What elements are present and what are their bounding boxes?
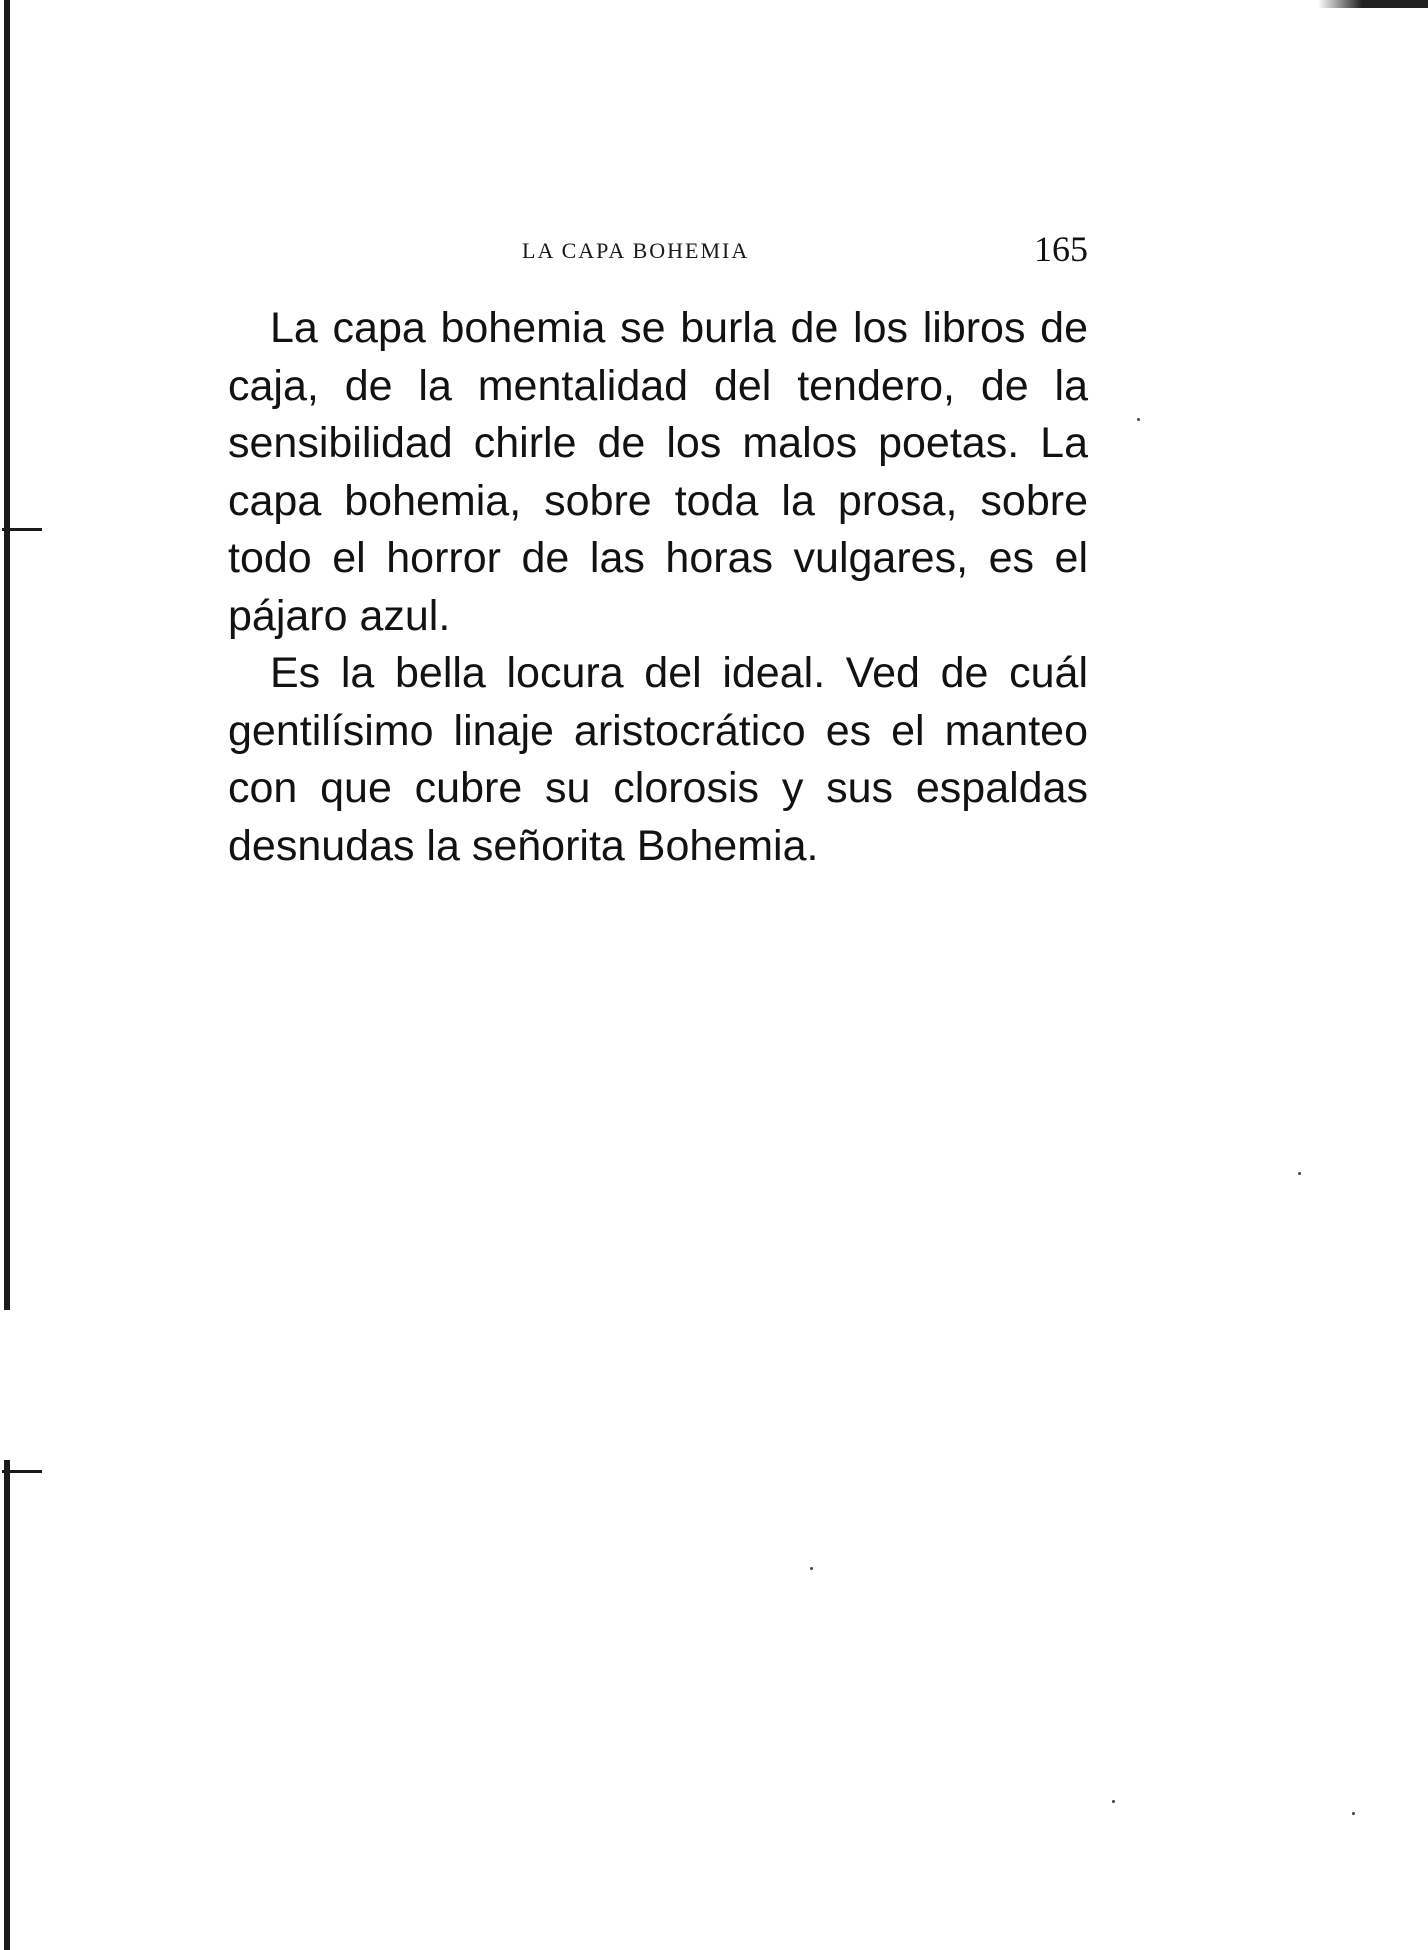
running-head-title: LA CAPA BOHEMIA	[522, 238, 750, 263]
text-line: gentilísimo linaje aristocrático es el manteo	[228, 706, 1088, 755]
text-line: caja, de la mentalidad del tendero, de la	[228, 361, 1088, 410]
text-line: con que cubre su clorosis y sus espaldas	[228, 764, 1088, 812]
running-head	[228, 228, 1088, 278]
text-line: todo el horror de las horas vulgares, es el	[228, 534, 1088, 582]
text-line: La capa bohemia se burla de los libros de	[270, 304, 1088, 352]
text-line: capa bohemia, sobre toda la prosa, sobre	[228, 476, 1088, 525]
binding-edge-gap	[2, 1310, 12, 1460]
page-number: 165	[1034, 229, 1088, 269]
scan-speck	[1112, 1800, 1115, 1803]
paragraph	[228, 645, 1088, 875]
scan-speck	[1298, 1172, 1301, 1175]
binding-mark	[2, 528, 42, 531]
page-corner-shadow	[1318, 0, 1428, 8]
text-line: desnudas la señorita Bohemia.	[228, 821, 819, 870]
scan-speck	[1352, 1812, 1355, 1815]
binding-mark	[2, 1470, 42, 1473]
text-line: sensibilidad chirle de los malos poetas. La	[228, 419, 1088, 467]
text-line: pájaro azul.	[228, 591, 451, 640]
binding-edge	[4, 0, 10, 1950]
body-text	[228, 300, 1088, 875]
paragraph	[228, 300, 1088, 645]
scan-speck	[810, 1567, 813, 1570]
text-line: Es la bella locura del ideal. Ved de cuál	[270, 649, 1088, 697]
scan-speck	[1137, 418, 1140, 421]
